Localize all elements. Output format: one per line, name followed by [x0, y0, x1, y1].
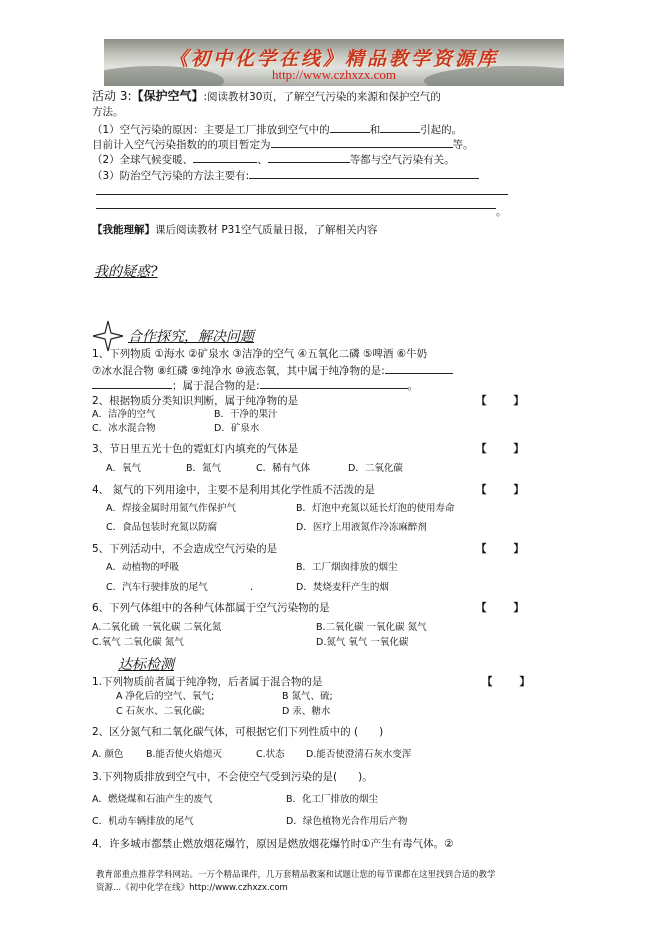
activity3-q2-sep: 、 — [257, 154, 268, 166]
std-q2-opt-d[interactable]: D.能否使澄清石灰水变浑 — [306, 749, 412, 760]
answer-bracket[interactable]: 【 】 — [476, 443, 526, 455]
answer-blank[interactable] — [260, 378, 408, 389]
activity3-q2-text: （2）全球气候变暖、 — [92, 154, 194, 166]
answer-blank[interactable] — [380, 122, 420, 133]
std-q3-opt-d[interactable]: D．绿色植物光合作用后产物 — [286, 816, 408, 827]
std-q2-opt-a[interactable]: A. 颜色 — [92, 749, 124, 760]
answer-bracket[interactable]: 【 】 — [476, 543, 526, 555]
banner-url-link[interactable]: http://www.czhxzx.com — [271, 67, 397, 82]
answer-bracket[interactable]: 【 】 — [476, 602, 526, 614]
coop-q5-opt-d[interactable]: D．焚烧麦秆产生的烟 — [296, 582, 389, 593]
standard-heading: 达标检测 — [118, 657, 174, 673]
footer-line2: 资源...《初中化学在线》http://www.czhxzx.com — [96, 883, 288, 893]
coop-q6-opt-d[interactable]: D.氮气 氧气 一氧化碳 — [316, 637, 409, 648]
coop-q1-line2 — [92, 363, 453, 378]
answer-bracket[interactable]: 【 】 — [482, 676, 532, 688]
activity3-q3-end: 。 — [496, 206, 507, 218]
activity3-q1-and: 和 — [369, 124, 381, 136]
activity3-intro: :阅读教材30页，了解空气污染的来源和保护空气的 — [203, 91, 441, 103]
activity3-q1-text: （1）空气污染的原因：主要是工厂排放到空气中的 — [92, 124, 330, 136]
std-q3-opt-b[interactable]: B．化工厂排放的烟尘 — [286, 794, 379, 805]
activity3-q1-items-text: 目前计入空气污染指数的的项目暂定为 — [92, 139, 271, 151]
footer-line1: 教育部重点推荐学科网站。一万个精品课件，几万套精品教案和试题让您的每节课都在这里找到合适的教学 — [96, 870, 496, 880]
std-q4-stem: 4．许多城市都禁止燃放烟花爆竹，原因是燃放烟花爆竹时①产生有毒气体。② — [92, 838, 454, 850]
understand-text: 课后阅读教材 P31空气质量日报，了解相关内容 — [155, 224, 378, 236]
activity3-q1-etc: 等。 — [452, 139, 474, 151]
activity3-q1-line2 — [92, 137, 474, 152]
coop-q5-opt-c[interactable]: C．汽车行驶排放的尾气 — [106, 582, 208, 593]
std-q2-stem: 2、区分氮气和二氧化碳气体，可根据它们下列性质中的 ( ) — [92, 726, 384, 738]
coop-q5-opt-a[interactable]: A．动植物的呼吸 — [106, 562, 179, 573]
std-q3-opt-a[interactable]: A．燃烧煤和石油产生的废气 — [92, 794, 213, 805]
coop-q4-opt-a[interactable]: A．焊接金属时用氮气作保护气 — [106, 503, 236, 514]
activity3-q2-line — [92, 152, 455, 167]
activity3-q3-line — [92, 168, 479, 183]
activity3-q1-end: 引起的。 — [420, 124, 463, 136]
coop-q4-stem: 4、 氮气的下列用途中，主要不是利用其化学性质不活泼的是 — [92, 484, 376, 496]
coop-q6-opt-c[interactable]: C.氧气 二氧化碳 氮气 — [92, 637, 184, 648]
answer-line[interactable] — [96, 194, 508, 195]
std-q1-opt-c[interactable]: C 石灰水、二氧化碳; — [116, 706, 205, 717]
answer-blank[interactable] — [330, 122, 370, 133]
activity3-heading — [92, 89, 441, 104]
understand-line — [92, 224, 378, 237]
answer-blank[interactable] — [385, 363, 453, 374]
coop-q3-opt-a[interactable]: A．氧气 — [106, 463, 141, 474]
coop-q6-opt-a[interactable]: A.二氧化硫 一氧化碳 二氧化氮 — [92, 622, 222, 633]
coop-q1-end: 。 — [407, 380, 419, 392]
answer-line[interactable] — [96, 208, 496, 209]
activity3-q1-line — [92, 122, 462, 137]
coop-q5-stem: 5、下列活动中，不会造成空气污染的是 — [92, 543, 278, 555]
coop-q1-line1: 1、下列物质 ①海水 ②矿泉水 ③洁净的空气 ④五氧化二磷 ⑤啤酒 ⑥牛奶 — [92, 348, 428, 360]
understand-label: 【我能理解】 — [92, 224, 155, 236]
answer-blank[interactable] — [193, 152, 257, 163]
coop-q2-opt-b[interactable]: B．干净的果汁 — [214, 409, 278, 420]
answer-blank[interactable] — [268, 152, 350, 163]
coop-q4-opt-b[interactable]: B．灯泡中充氮以延长灯泡的使用寿命 — [296, 503, 455, 514]
std-q1-stem: 1.下列物质前者属于纯净物，后者属于混合物的是 — [92, 676, 323, 688]
doubt-heading: 我的疑惑? — [94, 264, 158, 280]
coop-q3-stem: 3、节日里五光十色的霓虹灯内填充的气体是 — [92, 443, 299, 455]
coop-q2-stem: 2、根据物质分类知识判断，属于纯净物的是 — [92, 395, 299, 407]
activity3-q3-text: （3）防治空气污染的方法主要有: — [92, 170, 250, 182]
coop-q3-opt-c[interactable]: C．稀有气体 — [256, 463, 311, 474]
answer-blank[interactable] — [92, 378, 172, 389]
answer-bracket[interactable]: 【 】 — [476, 395, 526, 407]
answer-blank[interactable] — [249, 168, 479, 179]
coop-q1-text: ⑦冰水混合物 ⑧红磷 ⑨纯净水 ⑩液态氧，其中属于纯净物的是: — [92, 365, 385, 377]
cooperate-heading: 合作探究，解决问题 — [128, 329, 254, 345]
coop-q4-opt-c[interactable]: C．食品包装时充氮以防腐 — [106, 522, 218, 533]
coop-q3-opt-b[interactable]: B．氮气 — [186, 463, 222, 474]
std-q1-opt-b[interactable]: B 氮气、硫; — [282, 691, 333, 702]
activity3-title: 【保护空气】 — [131, 89, 204, 103]
std-q1-opt-d[interactable]: D 汞、糖水 — [282, 706, 331, 717]
std-q2-opt-b[interactable]: B.能否使火焰熄灭 — [146, 749, 223, 760]
coop-q1-mixture-text: ；属于混合物的是: — [172, 380, 260, 392]
banner-title: 《初中化学在线》精品教学资源库 — [168, 48, 499, 70]
coop-q2-opt-c[interactable]: C．冰水混合物 — [92, 423, 156, 434]
coop-q3-opt-d[interactable]: D．二氧化碳 — [348, 463, 403, 474]
coop-q1-line3 — [92, 378, 418, 393]
activity3-label: 活动 3: — [92, 89, 132, 103]
coop-q6-stem: 6、下列气体组中的各种气体都属于空气污染物的是 — [92, 602, 330, 614]
activity3-q2-end: 等都与空气污染有关。 — [349, 154, 455, 166]
answer-bracket[interactable]: 【 】 — [476, 484, 526, 496]
std-q2-opt-c[interactable]: C.状态 — [256, 749, 285, 760]
std-q3-opt-c[interactable]: C．机动车辆排放的尾气 — [92, 816, 194, 827]
activity3-intro-cont: 方法。 — [92, 106, 124, 118]
answer-blank[interactable] — [271, 137, 453, 148]
stray-dot: . — [250, 582, 254, 593]
coop-q6-opt-b[interactable]: B.二氧化碳 一氧化碳 氮气 — [316, 622, 427, 633]
std-q1-opt-a[interactable]: A 净化后的空气、氧气; — [116, 691, 215, 702]
header-banner — [104, 39, 564, 86]
std-q3-stem: 3.下列物质排放到空气中，不会使空气受到污染的是( )。 — [92, 771, 373, 783]
coop-q2-opt-d[interactable]: D．矿泉水 — [214, 423, 260, 434]
coop-q2-opt-a[interactable]: A．洁净的空气 — [92, 409, 156, 420]
coop-q4-opt-d[interactable]: D．医疗上用液氮作冷冻麻醉剂 — [296, 522, 427, 533]
coop-q5-opt-b[interactable]: B．工厂烟囱排放的烟尘 — [296, 562, 398, 573]
